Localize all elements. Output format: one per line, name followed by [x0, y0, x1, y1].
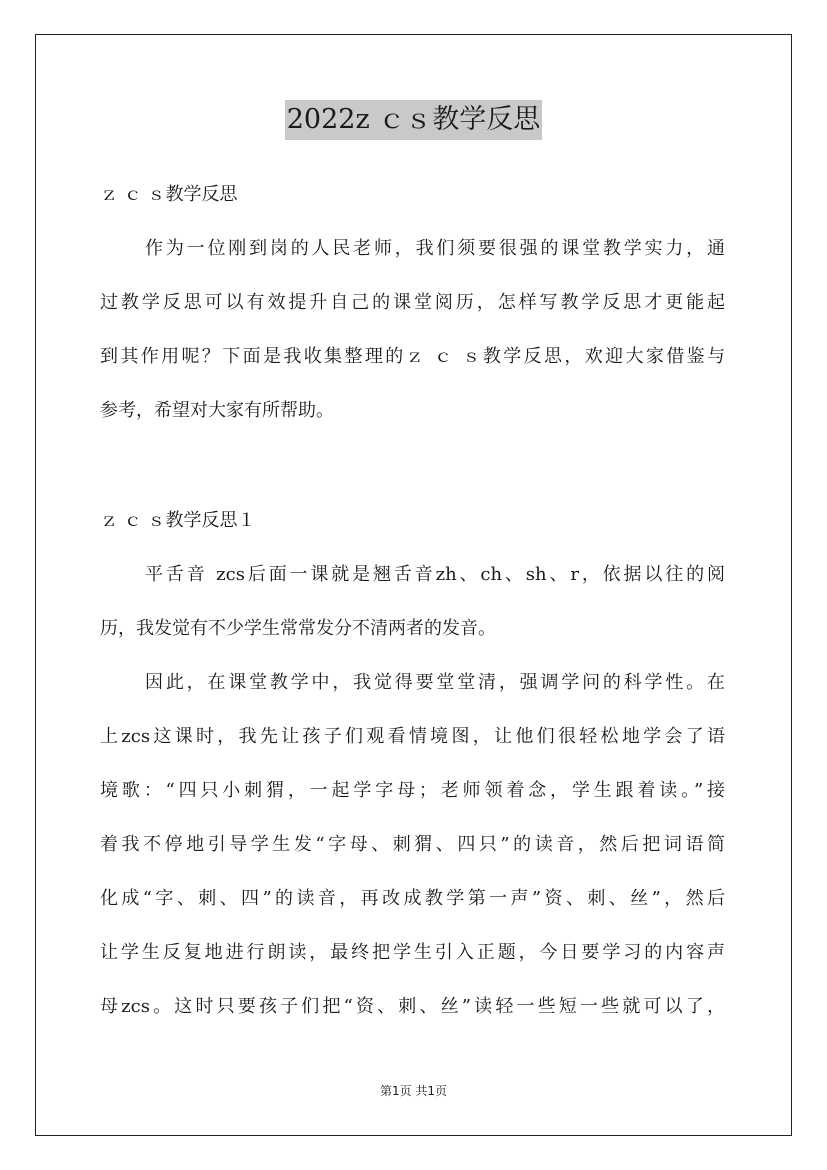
- para2-line-4: 着我不停地引导学生发“字母、刺猬、四只”的读音，然后把词语简: [100, 834, 725, 855]
- para2-line-3: 境歌：“四只小刺猬，一起学字母；老师领着念，学生跟着读。”接: [100, 780, 725, 801]
- para2-line-5: 化成“字、刺、四”的读音，再改成教学第一声”资、刺、丝”，然后: [100, 888, 725, 909]
- intro-line-1: 作为一位刚到岗的人民老师，我们须要很强的课堂教学实力，通: [145, 238, 725, 259]
- intro-line-4: 参考，希望对大家有所帮助。: [100, 400, 334, 421]
- page-footer: 第1页 共1页: [379, 1084, 448, 1098]
- para2-line-6: 让学生反复地进行朗读，最终把学生引入正题，今日要学习的内容声: [100, 942, 725, 963]
- para2-line-2: 上zcs这课时，我先让孩子们观看情境图，让他们很轻松地学会了语: [100, 726, 725, 747]
- document-title: [0, 100, 827, 140]
- section-heading-2: ｚ ｃ ｓ教学反思１: [100, 510, 256, 531]
- para2-line-1: 因此，在课堂教学中，我觉得要堂堂清，强调学问的科学性。在: [145, 672, 725, 693]
- para1-line-2: 历，我发觉有不少学生常常发分不清两者的发音。: [100, 618, 496, 639]
- document-title-text: 2022z ｃｓ教学反思: [285, 100, 543, 140]
- para2-line-7: 母zcs。这时只要孩子们把“资、刺、丝”读轻一些短一些就可以了，: [100, 996, 725, 1017]
- intro-line-3: 到其作用呢？下面是我收集整理的ｚ ｃ ｓ教学反思，欢迎大家借鉴与: [100, 346, 725, 367]
- intro-line-2: 过教学反思可以有效提升自己的课堂阅历，怎样写教学反思才更能起: [100, 292, 725, 313]
- para1-line-1: 平舌音 zcs后面一课就是翘舌音zh、ch、sh、r，依据以往的阅: [145, 564, 725, 585]
- section-heading-1: ｚ ｃ ｓ教学反思: [100, 184, 238, 205]
